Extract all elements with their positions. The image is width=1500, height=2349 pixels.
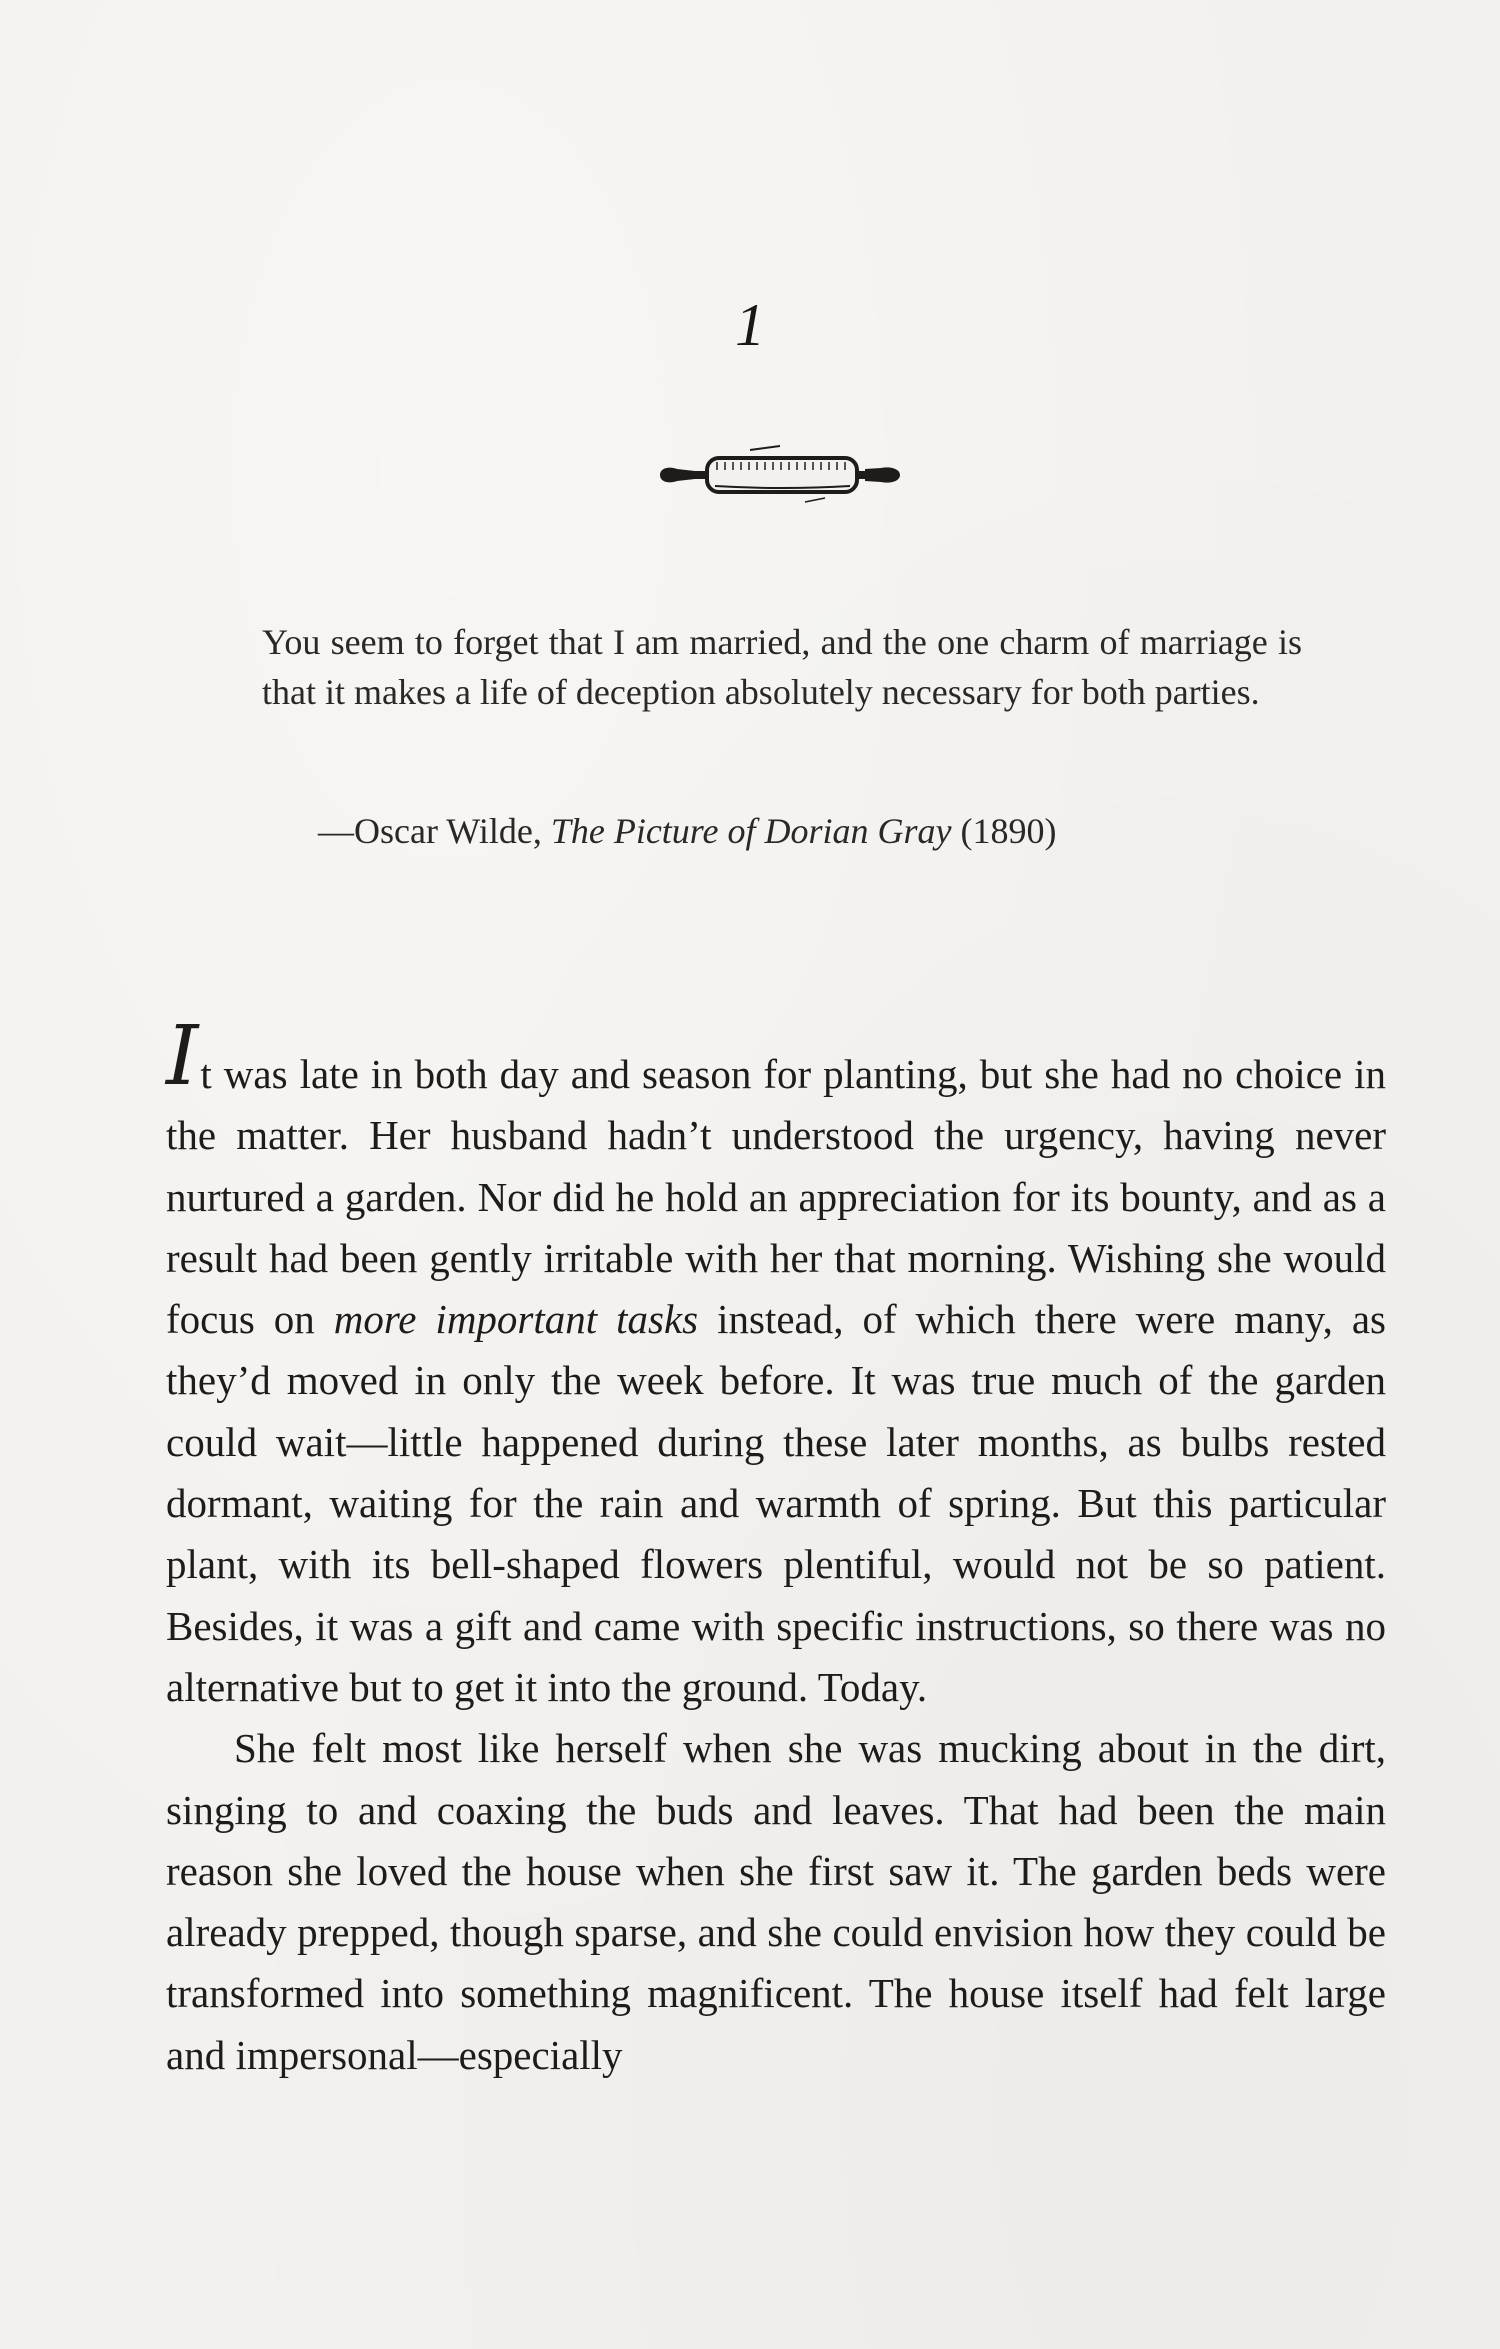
paragraph-2: She felt most like herself when she was mucking about in the dirt, singing to and coaxing the buds and leaves. That had been the main reason she loved the house when she first saw it. The garden beds were already prepped, though sparse, and she could envision how they could be transformed into something magnificent. The house itself had felt large and impersonal—especially xyxy=(166,1725,1386,2078)
attribution-author: Oscar Wilde, xyxy=(354,811,551,851)
paragraph-1-text-b: instead, of which there were many, as they’d moved in only the week before. It was true much of the garden could wait—little happened during these later months, as bulbs rested dormant, waiting for the rain and warmth of spring. But this particular plant, with its bell-shaped flowers plentiful, would not be so patient. Besides, it was a gift and came with specific instructions, so there was no alternative but to get it into the ground. Today. xyxy=(166,1296,1387,1710)
paragraph-1-emphasis: more important tasks xyxy=(333,1296,699,1343)
epigraph xyxy=(262,617,1302,717)
chapter-number: 1 xyxy=(735,292,765,358)
paragraph-1 xyxy=(166,1009,1387,1718)
rolling-pin-icon xyxy=(655,440,905,510)
paragraph-1-text-a: t was late in both day and season for planting, but she had no choice in the matter. Her husband hadn’t understood the urgency, having never nurtured a garden. Nor did he hold an appreciation for its bounty, and as a result had been gently irritable with her that morning. Wishing she would focus on xyxy=(166,1051,1386,1343)
attribution-dash: — xyxy=(318,811,354,851)
epigraph-attribution xyxy=(318,806,1056,856)
chapter-body xyxy=(166,1009,1387,2086)
epigraph-quote: You seem to forget that I am married, and the one charm of marriage is that it makes a life of deception absolutely necessary for both parties. xyxy=(262,622,1302,712)
attribution-book-title: The Picture of Dorian Gray xyxy=(550,811,952,851)
drop-initial: I xyxy=(166,1009,199,1104)
attribution-year: (1890) xyxy=(951,811,1057,851)
